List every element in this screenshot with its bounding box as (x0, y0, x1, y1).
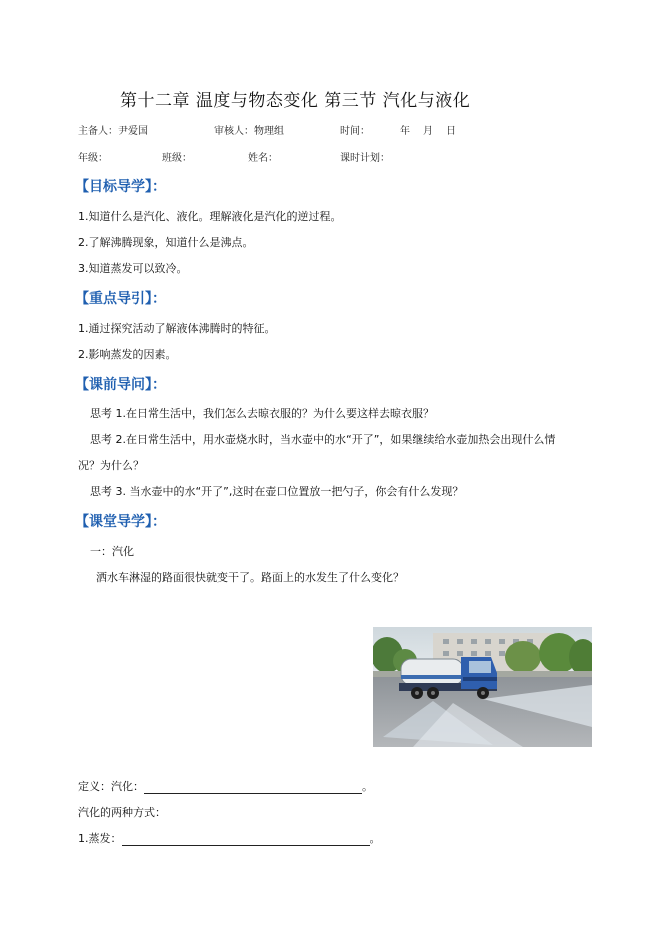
preclass-question-1: 思考 1.在日常生活中，我们怎么去晾衣服的？为什么要这样去晾衣服？ (90, 407, 434, 420)
inclass-text: 洒水车淋湿的路面很快就变干了。路面上的水发生了什么变化？ (96, 571, 404, 584)
definition-label: 定义：汽化： (78, 780, 144, 793)
evaporation-end: 。 (369, 832, 381, 845)
evaporation-label: 1.蒸发： (78, 832, 122, 845)
preclass-question-2: 思考 2.在日常生活中，用水壶烧水时，当水壶中的水“开了”，如果继续给水壶加热会出现什么情 (90, 433, 556, 446)
sprinkler-truck-photo (373, 627, 592, 747)
plan-field: 课时计划： (340, 153, 390, 164)
evaporation-line (78, 830, 381, 846)
focus-item: 2.影响蒸发的因素。 (78, 348, 177, 361)
preclass-question-3: 思考 3. 当水壶中的水“开了”,这时在壶口位置放一把勺子，你会有什么发现？ (90, 485, 464, 498)
time-field: 时间： (340, 126, 370, 137)
section-heading-focus: 【重点导引】： (75, 291, 166, 307)
grade-field: 年级： (78, 153, 108, 164)
author-field: 主备人：尹爱国 (78, 126, 148, 137)
focus-item: 1.通过探究活动了解液体沸腾时的特征。 (78, 322, 276, 335)
year-label: 年 (400, 126, 410, 137)
subsection-vaporization: 一：汽化 (90, 545, 134, 558)
section-heading-inclass: 【课堂导学】： (75, 514, 166, 530)
day-label: 日 (446, 126, 456, 137)
preclass-question-2-cont: 况？为什么？ (78, 459, 144, 472)
two-ways-label: 汽化的两种方式： (78, 806, 166, 819)
section-heading-goals: 【目标导学】： (75, 179, 166, 195)
name-field: 姓名： (248, 153, 278, 164)
goal-item: 2.了解沸腾现象，知道什么是沸点。 (78, 236, 254, 249)
definition-end: 。 (362, 780, 373, 793)
evaporation-blank[interactable] (122, 833, 370, 846)
class-field: 班级： (162, 153, 192, 164)
month-label: 月 (423, 126, 433, 137)
goal-item: 1.知道什么是汽化、液化。理解液化是汽化的逆过程。 (78, 210, 342, 223)
section-heading-preclass: 【课前导问】： (75, 377, 166, 393)
reviewer-field: 审核人：物理组 (214, 126, 284, 137)
goal-item: 3.知道蒸发可以致冷。 (78, 262, 188, 275)
definition-line (78, 778, 373, 794)
page-title: 第十二章 温度与物态变化 第三节 汽化与液化 (120, 91, 471, 111)
definition-blank[interactable] (144, 781, 362, 794)
